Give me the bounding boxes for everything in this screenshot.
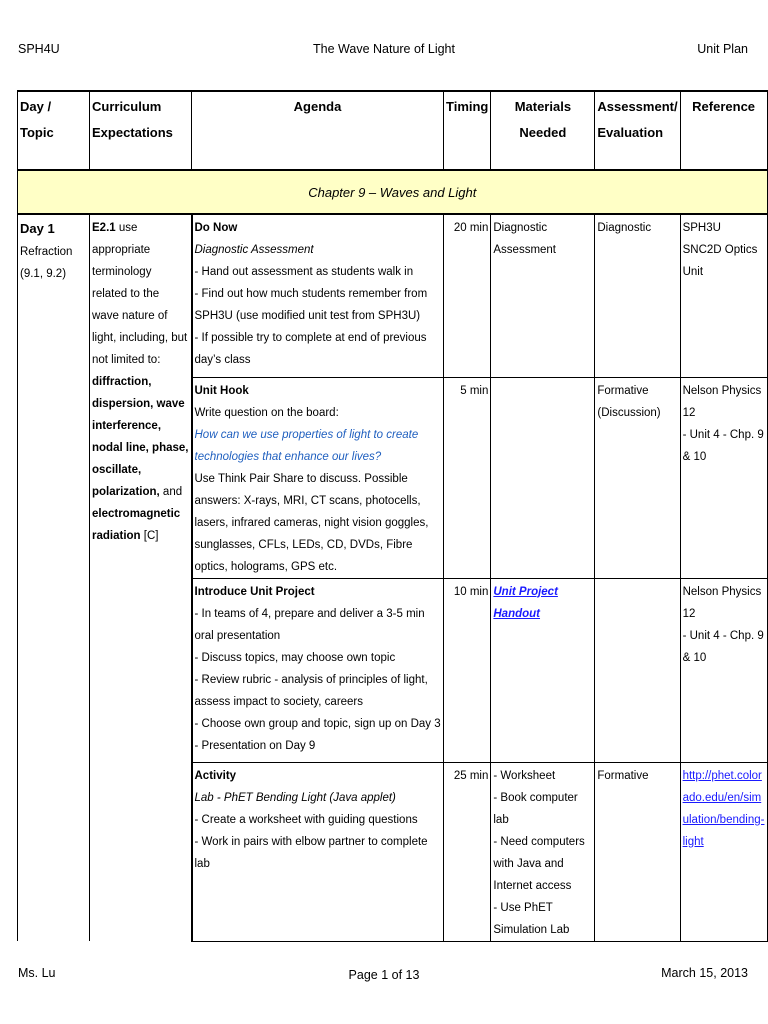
day-topic: Refraction (20, 246, 73, 258)
timing-cell: 5 min (444, 377, 491, 578)
assessment-cell: Formative (Discussion) (595, 377, 680, 578)
footer-page-number: Page 1 of 13 (348, 968, 420, 982)
table-header-row (18, 91, 768, 170)
reference-cell (680, 762, 767, 941)
phet-bending-light-link[interactable]: http://phet.colorado.edu/en/simulation/bending-light (682, 769, 765, 848)
col-day-topic: Day / Topic (18, 91, 90, 170)
reference-cell: Nelson Physics 12 - Unit 4 - Chp. 9 & 10 (680, 377, 767, 578)
col-reference: Reference (680, 91, 767, 170)
chapter-row (18, 170, 768, 214)
footer-date: March 15, 2013 (661, 966, 748, 980)
reference-cell: Nelson Physics 12 - Unit 4 - Chp. 9 & 10 (680, 578, 767, 762)
timing-cell: 25 min (444, 762, 491, 941)
col-curriculum: Curriculum Expectations (90, 91, 192, 170)
agenda-activity: Activity Lab - PhET Bending Light (Java applet) - Create a worksheet with guiding questions - Work in pairs with elbow partner to complete lab (192, 762, 444, 941)
assessment-cell: Diagnostic (595, 214, 680, 377)
chapter-title: Chapter 9 – Waves and Light (18, 170, 768, 214)
agenda-do-now: Do Now Diagnostic Assessment - Hand out assessment as students walk in - Find out how much students remember from SPH3U (use modified unit test from SPH3U) - If possible try to complete at end of previous day’s class (192, 214, 444, 377)
materials-cell: Diagnostic Assessment (491, 214, 595, 377)
assessment-cell: Formative (595, 762, 680, 941)
col-timing: Timing (444, 91, 491, 170)
materials-cell (491, 578, 595, 762)
col-materials: Materials Needed (491, 91, 595, 170)
header-title: The Wave Nature of Light (313, 42, 455, 56)
header-course: SPH4U (18, 42, 60, 56)
agenda-unit-hook: Unit Hook Write question on the board: How can we use properties of light to create technologies that enhance our lives? Use Think Pair Share to discuss. Possible answers: X-rays, MRI, CT scans, photocells, lasers, infrared cameras, night vision goggles, sunglasses, CFLs, LEDs, CD, DVDs, Fibre optics, holograms, GPS etc. (192, 377, 444, 578)
timing-cell: 20 min (444, 214, 491, 377)
expectation-cell: E2.1 use appropriate terminology related to the wave nature of light, including, but not limited to: diffraction, dispersion, wave interference, nodal line, phase, oscillate, polarization, and electromagnetic radiation [C] (90, 214, 192, 941)
assessment-cell (595, 578, 680, 762)
reference-cell: SPH3U SNC2D Optics Unit (680, 214, 767, 377)
header-doc-type: Unit Plan (697, 42, 748, 56)
day-cell (18, 214, 90, 941)
unit-project-handout-link[interactable]: Unit Project Handout (493, 585, 558, 620)
col-agenda: Agenda (192, 91, 444, 170)
agenda-unit-project: Introduce Unit Project - In teams of 4, prepare and deliver a 3-5 min oral presentation - Discuss topics, may choose own topic - Review rubric - analysis of principles of light, assess impact to society, careers - Choose own group and topic, sign up on Day 3 - Presentation on Day 9 (192, 578, 444, 762)
materials-cell (491, 377, 595, 578)
timing-cell: 10 min (444, 578, 491, 762)
unit-plan-table (17, 90, 768, 942)
day-sections: (9.1, 9.2) (20, 268, 67, 280)
col-assessment: Assessment/ Evaluation (595, 91, 680, 170)
day-title: Day 1 (20, 221, 55, 236)
table-row (18, 214, 768, 377)
materials-cell: - Worksheet - Book computer lab - Need computers with Java and Internet access - Use PhET Simulation Lab (491, 762, 595, 941)
footer-author: Ms. Lu (18, 966, 56, 980)
